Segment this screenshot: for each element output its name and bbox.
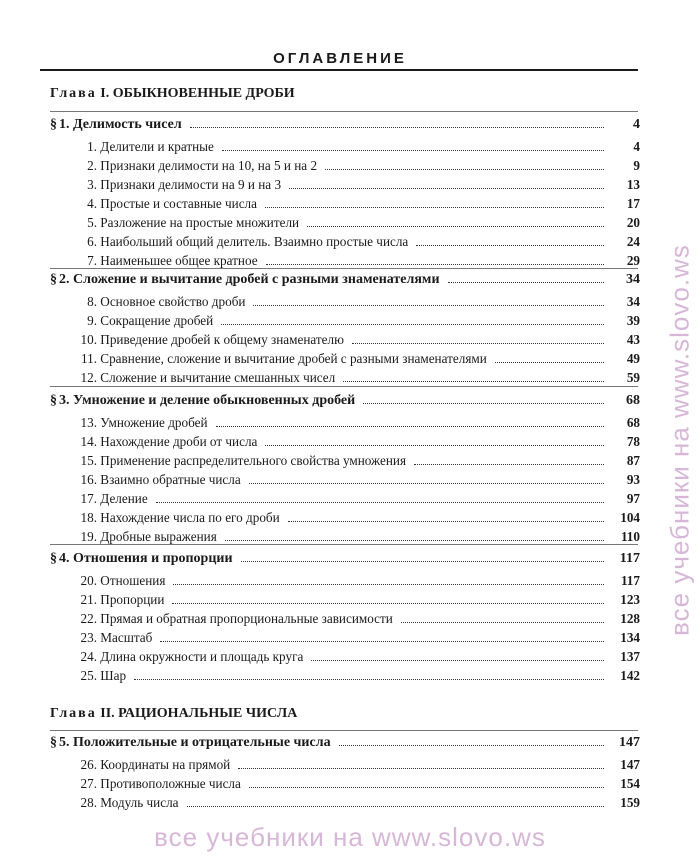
page-number: 134 <box>620 630 640 645</box>
section-symbol: § <box>50 272 57 287</box>
section-number: 1. <box>59 117 70 132</box>
chapter-heading <box>50 86 295 102</box>
page-title: ОГЛАВЛЕНИЕ <box>273 50 407 67</box>
item-title: Прямая и обратная пропорциональные зависимости <box>100 611 393 626</box>
dot-leader <box>311 660 604 661</box>
page-number: 20 <box>626 215 640 230</box>
dot-leader <box>343 381 604 382</box>
dot-leader <box>238 768 604 769</box>
chapter-title: II. РАЦИОНАЛЬНЫЕ ЧИСЛА <box>100 706 298 721</box>
toc-item[interactable] <box>75 592 640 610</box>
item-number: 9. <box>87 313 97 328</box>
item-title: Умножение дробей <box>100 415 208 430</box>
item-title: Наименьшее общее кратное <box>100 253 258 268</box>
page-number: 4 <box>633 139 640 154</box>
separator-line <box>50 386 638 387</box>
page-number: 49 <box>626 351 640 366</box>
item-number: 27. <box>80 776 97 791</box>
page-number: 137 <box>620 649 640 664</box>
toc-item[interactable] <box>75 795 640 813</box>
page-number: 128 <box>620 611 640 626</box>
dot-leader <box>216 426 604 427</box>
item-number: 15. <box>80 453 97 468</box>
item-number: 1. <box>87 139 97 154</box>
item-number: 20. <box>80 573 97 588</box>
chapter-word: Глава <box>50 86 97 101</box>
separator-line <box>50 268 638 269</box>
dot-leader <box>363 403 604 404</box>
dot-leader <box>448 282 604 283</box>
toc-item[interactable] <box>75 630 640 648</box>
dot-leader <box>190 127 604 128</box>
item-number: 28. <box>80 795 97 810</box>
section-title: Делимость чисел <box>73 117 182 132</box>
page-number: 59 <box>626 370 640 385</box>
dot-leader <box>156 502 604 503</box>
page-number: 154 <box>620 776 640 791</box>
page-number: 142 <box>620 668 640 683</box>
watermark-bottom: все учебники на www.slovo.ws <box>154 822 546 852</box>
section-number: 5. <box>59 735 70 750</box>
item-number: 24. <box>80 649 97 664</box>
item-number: 12. <box>80 370 97 385</box>
section-number: 2. <box>59 272 70 287</box>
page-number: 159 <box>620 795 640 810</box>
page-number: 123 <box>620 592 640 607</box>
dot-leader <box>265 445 604 446</box>
toc-item[interactable] <box>75 332 640 350</box>
item-title: Модуль числа <box>100 795 179 810</box>
dot-leader <box>249 483 604 484</box>
page-number: 29 <box>626 253 640 268</box>
item-title: Наибольший общий делитель. Взаимно простые числа <box>100 234 409 249</box>
dot-leader <box>414 464 604 465</box>
section-title: Сложение и вычитание дробей с разными знаменателями <box>73 272 440 287</box>
title-rule <box>40 69 638 71</box>
toc-item[interactable] <box>75 234 640 252</box>
item-number: 7. <box>87 253 97 268</box>
section-number: 4. <box>59 551 70 566</box>
page-number: 68 <box>626 393 640 408</box>
dot-leader <box>288 521 604 522</box>
page-number: 39 <box>626 313 640 328</box>
dot-leader <box>266 264 604 265</box>
toc-item[interactable] <box>75 472 640 490</box>
toc-item[interactable] <box>75 415 640 433</box>
page-number: 97 <box>626 491 640 506</box>
chapter-title: I. ОБЫКНОВЕННЫЕ ДРОБИ <box>100 86 295 101</box>
item-number: 16. <box>80 472 97 487</box>
dot-leader <box>225 540 604 541</box>
item-title: Делители и кратные <box>100 139 214 154</box>
item-number: 6. <box>87 234 97 249</box>
item-number: 11. <box>81 351 97 366</box>
page-number: 34 <box>626 272 640 287</box>
item-number: 25. <box>80 668 97 683</box>
section-entry[interactable] <box>50 551 640 569</box>
watermark-side: все учебники на www.slovo.ws <box>664 244 695 636</box>
item-title: Нахождение числа по его дроби <box>100 510 280 525</box>
item-number: 3. <box>87 177 97 192</box>
item-number: 14. <box>80 434 97 449</box>
toc-item[interactable] <box>75 351 640 369</box>
item-title: Применение распределительного свойства умножения <box>100 453 407 468</box>
dot-leader <box>307 226 604 227</box>
page-number: 43 <box>626 332 640 347</box>
toc-item[interactable] <box>75 158 640 176</box>
toc-item[interactable] <box>75 139 640 157</box>
page-number: 104 <box>620 510 640 525</box>
item-title: Сложение и вычитание смешанных чисел <box>100 370 336 385</box>
item-title: Деление <box>100 491 148 506</box>
section-entry[interactable] <box>50 393 640 411</box>
item-number: 17. <box>80 491 97 506</box>
item-title: Приведение дробей к общему знаменателю <box>100 332 344 347</box>
section-symbol: § <box>50 551 57 566</box>
item-title: Сокращение дробей <box>100 313 214 328</box>
separator-line <box>50 544 638 545</box>
page-number: 117 <box>620 573 640 588</box>
item-number: 5. <box>87 215 97 230</box>
item-title: Разложение на простые множители <box>100 215 300 230</box>
toc-item[interactable] <box>75 776 640 794</box>
dot-leader <box>172 603 604 604</box>
item-number: 8. <box>87 294 97 309</box>
separator-line <box>50 111 638 112</box>
item-title: Длина окружности и площадь круга <box>100 649 304 664</box>
page-number: 117 <box>619 551 640 566</box>
chapter-heading <box>50 706 297 722</box>
dot-leader <box>289 188 604 189</box>
item-number: 4. <box>87 196 97 211</box>
dot-leader <box>134 679 604 680</box>
dot-leader <box>253 305 604 306</box>
item-number: 19. <box>80 529 97 544</box>
section-entry[interactable] <box>50 735 640 753</box>
page-number: 4 <box>633 117 640 132</box>
page-number: 34 <box>626 294 640 309</box>
toc-item[interactable] <box>75 177 640 195</box>
toc-item[interactable] <box>75 491 640 509</box>
section-title: Положительные и отрицательные числа <box>73 735 331 750</box>
page-number: 87 <box>626 453 640 468</box>
item-number: 2. <box>87 158 97 173</box>
page-number: 9 <box>633 158 640 173</box>
toc-item[interactable] <box>75 313 640 331</box>
page-number: 78 <box>626 434 640 449</box>
page-number: 93 <box>626 472 640 487</box>
toc-item[interactable] <box>75 196 640 214</box>
section-title: Умножение и деление обыкновенных дробей <box>73 393 356 408</box>
dot-leader <box>173 584 604 585</box>
dot-leader <box>352 343 604 344</box>
item-title: Координаты на прямой <box>100 757 231 772</box>
item-title: Отношения <box>100 573 166 588</box>
item-title: Противоположные числа <box>100 776 241 791</box>
item-number: 13. <box>80 415 97 430</box>
item-number: 23. <box>80 630 97 645</box>
item-title: Признаки делимости на 10, на 5 и на 2 <box>100 158 318 173</box>
dot-leader <box>241 561 604 562</box>
section-entry[interactable] <box>50 117 640 135</box>
item-title: Взаимно обратные числа <box>100 472 241 487</box>
page-number: 24 <box>626 234 640 249</box>
section-symbol: § <box>50 117 57 132</box>
dot-leader <box>495 362 604 363</box>
toc-item[interactable] <box>75 611 640 629</box>
toc-item[interactable] <box>75 434 640 452</box>
item-title: Пропорции <box>100 592 165 607</box>
dot-leader <box>187 806 605 807</box>
dot-leader <box>160 641 604 642</box>
section-symbol: § <box>50 393 57 408</box>
page-number: 147 <box>619 735 640 750</box>
item-title: Сравнение, сложение и вычитание дробей с разными знаменателями <box>100 351 487 366</box>
toc-item[interactable] <box>75 510 640 528</box>
item-title: Простые и составные числа <box>100 196 257 211</box>
dot-leader <box>265 207 604 208</box>
item-title: Основное свойство дроби <box>100 294 246 309</box>
item-title: Нахождение дроби от числа <box>100 434 258 449</box>
dot-leader <box>401 622 604 623</box>
toc-item[interactable] <box>75 649 640 667</box>
item-title: Дробные выражения <box>100 529 217 544</box>
item-number: 22. <box>80 611 97 626</box>
toc-item[interactable] <box>75 573 640 591</box>
section-title: Отношения и пропорции <box>73 551 233 566</box>
section-entry[interactable] <box>50 272 640 290</box>
dot-leader <box>221 324 604 325</box>
item-number: 21. <box>80 592 97 607</box>
section-number: 3. <box>59 393 70 408</box>
page-number: 17 <box>626 196 640 211</box>
section-symbol: § <box>50 735 57 750</box>
toc-item[interactable] <box>75 215 640 233</box>
chapter-word: Глава <box>50 706 97 721</box>
item-title: Признаки делимости на 9 и на 3 <box>100 177 282 192</box>
toc-item[interactable] <box>75 294 640 312</box>
dot-leader <box>249 787 604 788</box>
page-number: 147 <box>620 757 640 772</box>
toc-item[interactable] <box>75 668 640 686</box>
item-title: Шар <box>100 668 127 683</box>
item-number: 18. <box>80 510 97 525</box>
separator-line <box>50 730 638 731</box>
page-number: 68 <box>626 415 640 430</box>
dot-leader <box>325 169 604 170</box>
item-number: 26. <box>80 757 97 772</box>
dot-leader <box>339 745 604 746</box>
page-number: 110 <box>620 529 640 544</box>
toc-item[interactable] <box>75 757 640 775</box>
dot-leader <box>416 245 604 246</box>
item-number: 10. <box>80 332 97 347</box>
dot-leader <box>222 150 604 151</box>
toc-item[interactable] <box>75 453 640 471</box>
item-title: Масштаб <box>100 630 153 645</box>
page-number: 13 <box>626 177 640 192</box>
